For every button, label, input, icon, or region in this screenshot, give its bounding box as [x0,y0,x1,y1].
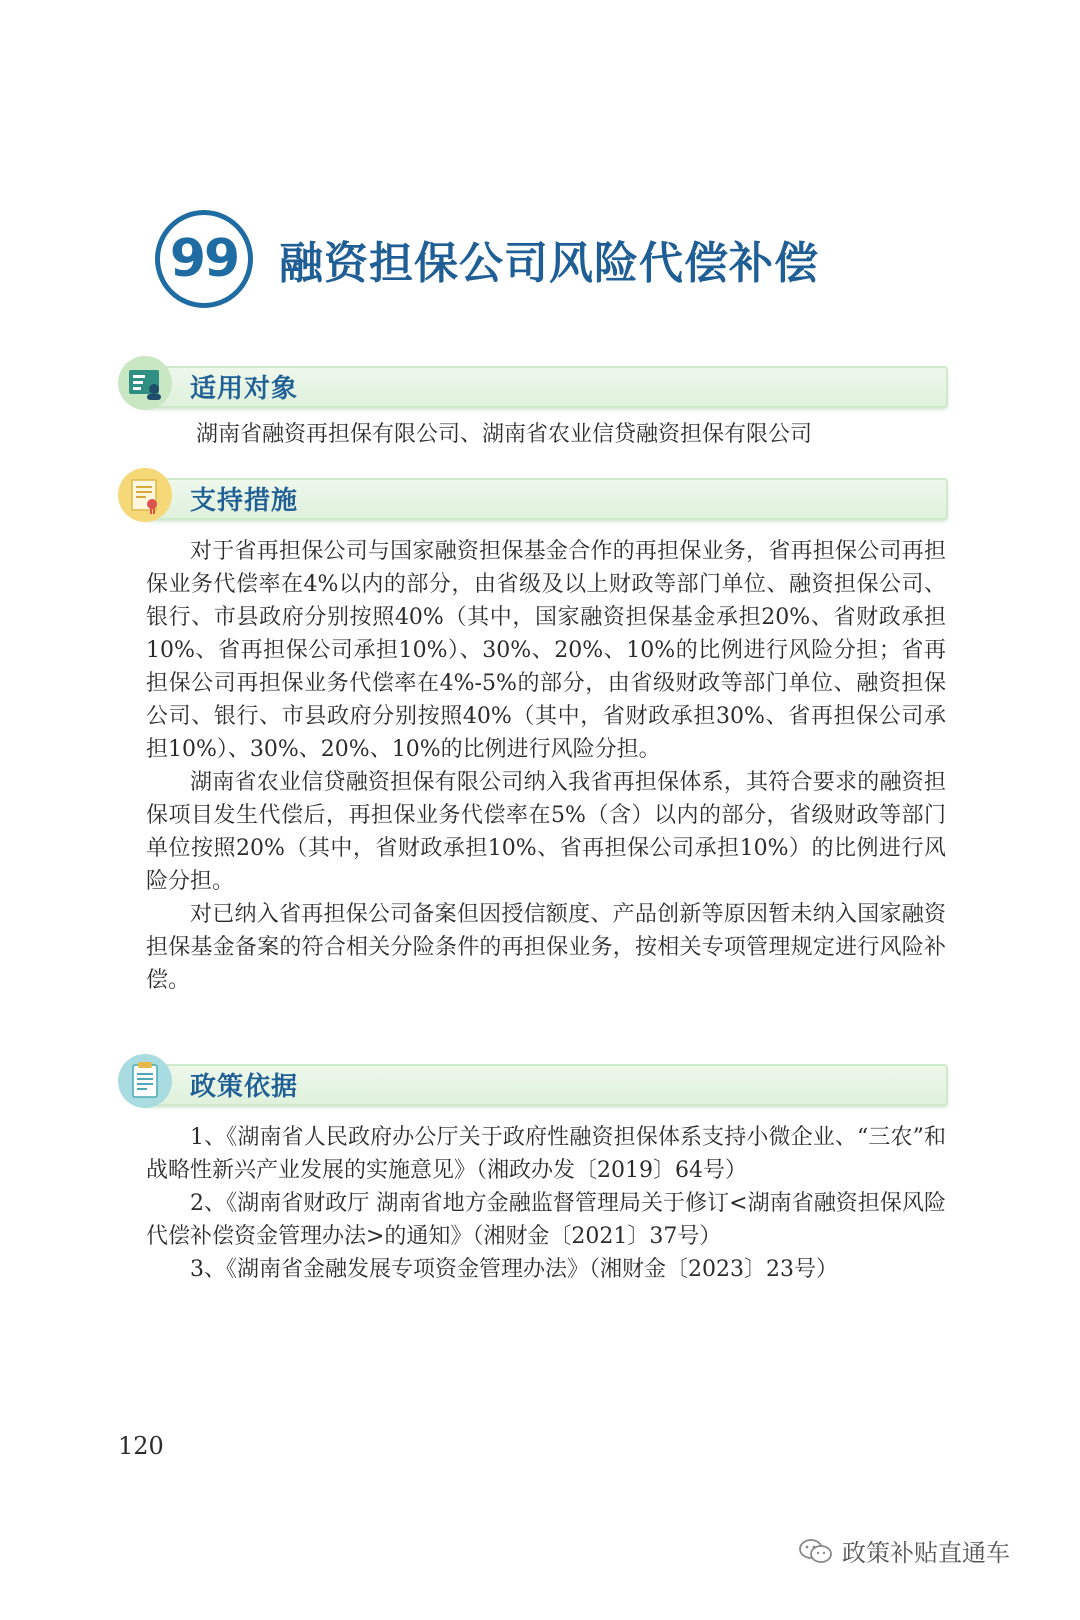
watermark [798,1533,1010,1568]
page-title: 融资担保公司风险代偿补偿 [279,238,819,289]
section-header-scope [118,356,948,408]
measures-body [146,535,946,997]
id-card-icon [118,356,172,410]
wechat-icon [798,1537,834,1565]
measures-paragraph: 对已纳入省再担保公司备案但因授信额度、产品创新等原因暂未纳入国家融资担保基金备案的符合相关分险条件的再担保业务，按相关专项管理规定进行风险补偿。 [146,902,946,993]
section-header-basis [118,1054,948,1106]
measures-paragraph: 湖南省农业信贷融资担保有限公司纳入我省再担保体系，其符合要求的融资担保项目发生代偿后，再担保业务代偿率在5%（含）以内的部分，省级财政等部门单位按照20%（其中，省财政承担10%、省再担保公司承担10%）的比例进行风险分担。 [146,770,946,894]
section-number-badge: 99 [155,210,253,308]
page-number: 120 [118,1432,164,1460]
watermark-text: 政策补贴直通车 [842,1539,1010,1567]
basis-body [146,1121,946,1286]
scope-text: 湖南省融资再担保有限公司、湖南省农业信贷融资担保有限公司 [196,422,813,447]
basis-item: 1、《湖南省人民政府办公厅关于政府性融资担保体系支持小微企业、“三农”和战略性新兴产业发展的实施意见》（湘政办发〔2019〕64号） [146,1125,946,1183]
page-header [155,210,819,308]
section-title-measures: 支持措施 [190,486,299,516]
section-title-scope: 适用对象 [190,374,299,404]
section-header-measures [118,468,948,520]
measures-paragraph: 对于省再担保公司与国家融资担保基金合作的再担保业务，省再担保公司再担保业务代偿率在4%以内的部分，由省级及以上财政等部门单位、融资担保公司、银行、市县政府分别按照40%（其中，国家融资担保基金承担20%、省财政承担10%、省再担保公司承担10%）、30%、20%、10%的比例进行风险分担；省再担保公司再担保业务代偿率在4%-5%的部分，由省级财政等部门单位、融资担保公司、银行、市县政府分别按照40%（其中，省财政承担30%、省再担保公司承担10%）、30%、20%、10%的比例进行风险分担。 [146,539,946,762]
basis-item: 2、《湖南省财政厅 湖南省地方金融监督管理局关于修订<湖南省融资担保风险代偿补偿资金管理办法>的通知》（湘财金〔2021〕37号） [146,1191,946,1249]
section-title-basis: 政策依据 [190,1072,299,1102]
basis-item: 3、《湖南省金融发展专项资金管理办法》（湘财金〔2023〕23号） [190,1257,838,1282]
certificate-icon [118,468,172,522]
document-icon [118,1054,172,1108]
